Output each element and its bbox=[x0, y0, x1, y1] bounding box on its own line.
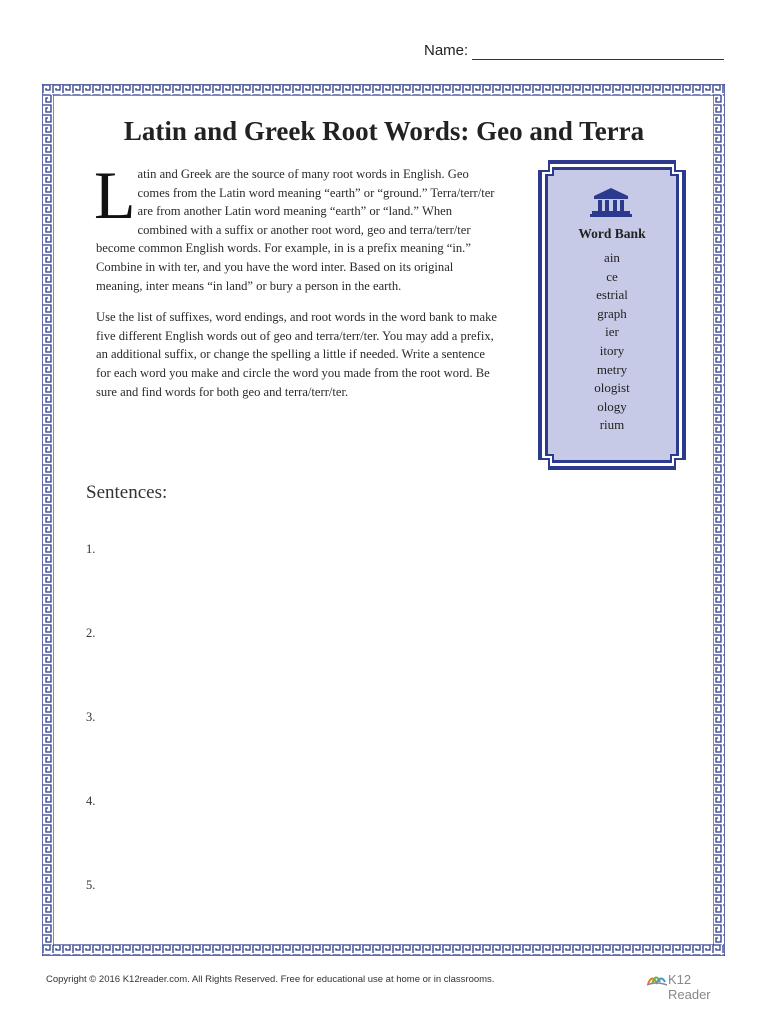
page-title: Latin and Greek Root Words: Geo and Terra bbox=[123, 116, 645, 146]
intro-paragraph-1 bbox=[94, 157, 498, 295]
sentences-heading: Sentences: bbox=[86, 482, 168, 503]
book-flower-icon bbox=[646, 970, 668, 988]
word-bank-item: ologist bbox=[594, 380, 630, 396]
word-bank-item: ology bbox=[597, 398, 627, 414]
word-bank-item: ce bbox=[606, 268, 618, 284]
name-field[interactable] bbox=[472, 59, 724, 60]
intro-paragraph-1-text: atin and Greek are the source of many root words in English. Geo comes from the Latin word meaning “earth” or “ground.” Terra/terr/ter are from another Latin word meaning “earth” or “land.” When combined with a suffix or another root word, geo and terra/terr/ter become common English words. For example, in is a prefix meaning “in.” Combine in with ter, and you have the word inter. Based on its original meaning, inter means “in land” or bury a person in the earth. bbox=[96, 167, 495, 293]
sentence-number-5: 5. bbox=[86, 878, 96, 892]
intro-paragraph-2: Use the list of suffixes, word endings, and root words in the word bank to make five different English words out of geo and terra/terr/ter. You may add a prefix, an additional suffix, or change the spelling a little if needed. Write a sentence for each word you make and circle the word you made from the root word. Be sure and find words for both geo and terra/terr/ter. bbox=[96, 310, 497, 399]
sentence-number-2: 2. bbox=[86, 626, 96, 640]
name-row bbox=[424, 42, 724, 62]
sentence-number-4: 4. bbox=[86, 794, 96, 808]
name-label: Name: bbox=[424, 42, 469, 59]
word-bank-item: rium bbox=[599, 417, 625, 433]
temple-icon bbox=[590, 186, 632, 218]
word-bank-item: metry bbox=[596, 361, 628, 377]
dropcap: L bbox=[94, 157, 136, 233]
word-bank-item: estrial bbox=[596, 287, 628, 303]
word-bank-item: graph bbox=[597, 305, 627, 321]
logo-text: K12 Reader bbox=[668, 972, 711, 1002]
intro-text bbox=[94, 157, 498, 414]
sentence-number-1: 1. bbox=[86, 542, 96, 556]
word-bank-title: Word Bank bbox=[578, 226, 646, 241]
word-bank-item: itory bbox=[599, 342, 625, 358]
copyright-footer: Copyright © 2016 K12reader.com. All Rights Reserved. Free for educational use at home or in classrooms. bbox=[46, 974, 495, 985]
k12reader-logo bbox=[646, 968, 726, 1002]
word-bank-item: ier bbox=[605, 324, 619, 340]
word-bank-content bbox=[538, 226, 686, 435]
sentence-number-3: 3. bbox=[86, 710, 96, 724]
word-bank bbox=[538, 160, 686, 470]
word-bank-item: ain bbox=[604, 250, 620, 265]
